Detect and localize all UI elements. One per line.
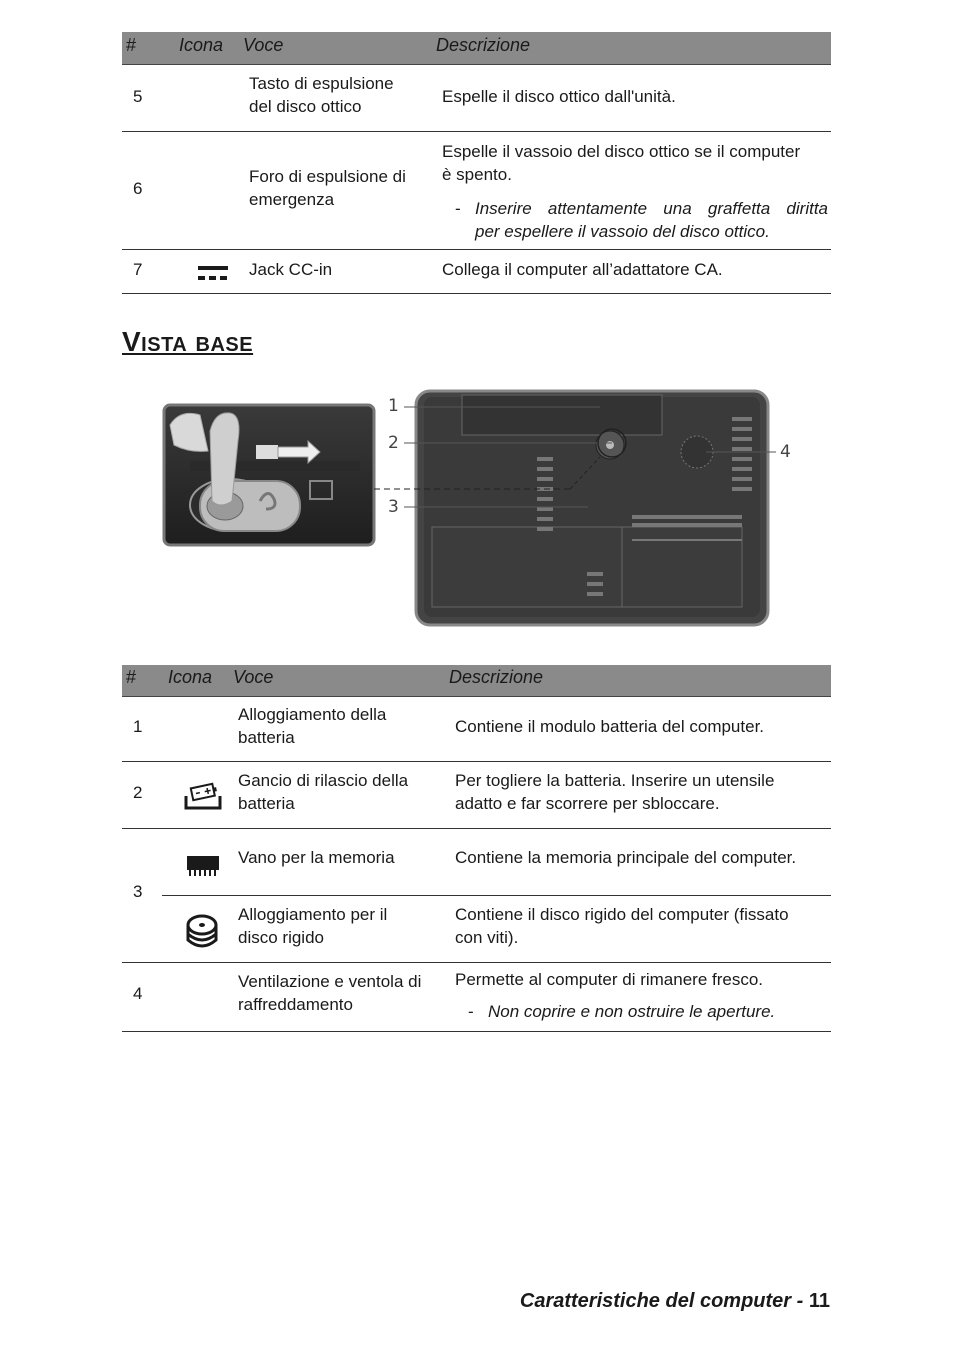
row-item: Jack CC-in [249,260,333,279]
footer-label: Caratteristiche del computer - [519,1290,809,1312]
row-num: 2 [133,783,143,802]
row-item [249,165,406,211]
row-item-line: Foro di espulsione di [249,167,406,186]
dc-in-icon [198,265,228,288]
header-desc: Descrizione [436,35,531,55]
row-item [238,703,386,749]
row-item-line: emergenza [249,190,335,209]
row-desc-line: con viti). [455,928,519,947]
row-item [238,769,408,815]
top-table [122,32,831,294]
row-num: 5 [133,87,143,106]
laptop-bottom-figure [160,385,800,635]
header-desc: Descrizione [449,667,544,687]
memory-icon [186,855,220,882]
row-item-line: batteria [238,728,295,747]
note-dash: - [455,199,461,218]
row-desc [455,903,789,949]
battery-release-icon [184,782,222,817]
row-desc-line: Permette al computer di rimanere fresco. [455,970,764,989]
base-table [122,665,831,1033]
page-footer [520,1290,830,1313]
table-row [122,697,831,762]
row-num: 1 [133,717,143,736]
header-item: Voce [243,35,284,55]
table-row [122,896,831,963]
row-desc [442,140,828,243]
row-item-line: del disco ottico [249,97,362,116]
row-item [249,72,394,118]
row-item-line: Ventilazione e ventola di [238,972,422,991]
row-desc-line: adatto e far scorrere per sbloccare. [455,794,720,813]
note-line: per espellere il vassoio del disco ottico. [475,222,770,241]
table-row [122,963,831,1032]
callout-lines [160,385,800,635]
row-num: 7 [133,260,143,279]
table-row [122,762,831,829]
row-num: 3 [133,882,143,901]
callout-3: 3 [388,497,399,517]
row-desc: Collega il computer all’adattatore CA. [442,260,723,279]
row-desc: Contiene il modulo batteria del computer. [455,717,765,736]
row-item-line: raffreddamento [238,995,353,1014]
callout-1: 1 [388,396,399,416]
table-row [162,829,831,896]
row-note [442,197,828,243]
table-header [122,32,831,65]
row-item-line: Alloggiamento della [238,705,387,724]
row-num: 6 [133,179,143,198]
row-item [238,970,421,1016]
note-line: Inserire attentamente una graffetta diritta [475,199,828,218]
row-desc: Espelle il disco ottico dall'unità. [442,87,676,106]
row-item-line: Alloggiamento per il [238,905,388,924]
row-note [455,1000,775,1023]
header-icon: Icona [168,667,213,687]
table-row [122,65,831,132]
row-item-line: Tasto di espulsione [249,74,394,93]
row-item-line: Gancio di rilascio della [238,771,409,790]
header-num: # [126,667,137,687]
table-header [122,665,831,697]
row-desc-line: Contiene il disco rigido del computer (fissato [455,905,789,924]
table-row [122,250,831,294]
hard-disk-icon [185,914,219,955]
row-desc-line: è spento. [442,165,512,184]
row-desc [455,968,775,1023]
row-desc [455,769,774,815]
table-row [122,132,831,250]
note-line: Non coprire e non ostruire le aperture. [488,1002,776,1021]
row-item-line: batteria [238,794,295,813]
note-dash: - [468,1002,474,1021]
row-desc: Contiene la memoria principale del computer. [455,848,797,867]
header-icon: Icona [179,35,224,55]
row-item-line: disco rigido [238,928,324,947]
section-title: Vista base [122,326,254,357]
row-desc-line: Per togliere la batteria. Inserire un utensile [455,771,775,790]
callout-4: 4 [780,442,791,462]
row-num: 4 [133,984,143,1003]
header-num: # [126,35,137,55]
header-item: Voce [233,667,274,687]
page-number: 11 [808,1290,830,1312]
row-item [238,903,387,949]
row-desc-line: Espelle il vassoio del disco ottico se il computer [442,142,801,161]
callout-2: 2 [388,433,399,453]
row-item: Vano per la memoria [238,848,395,867]
